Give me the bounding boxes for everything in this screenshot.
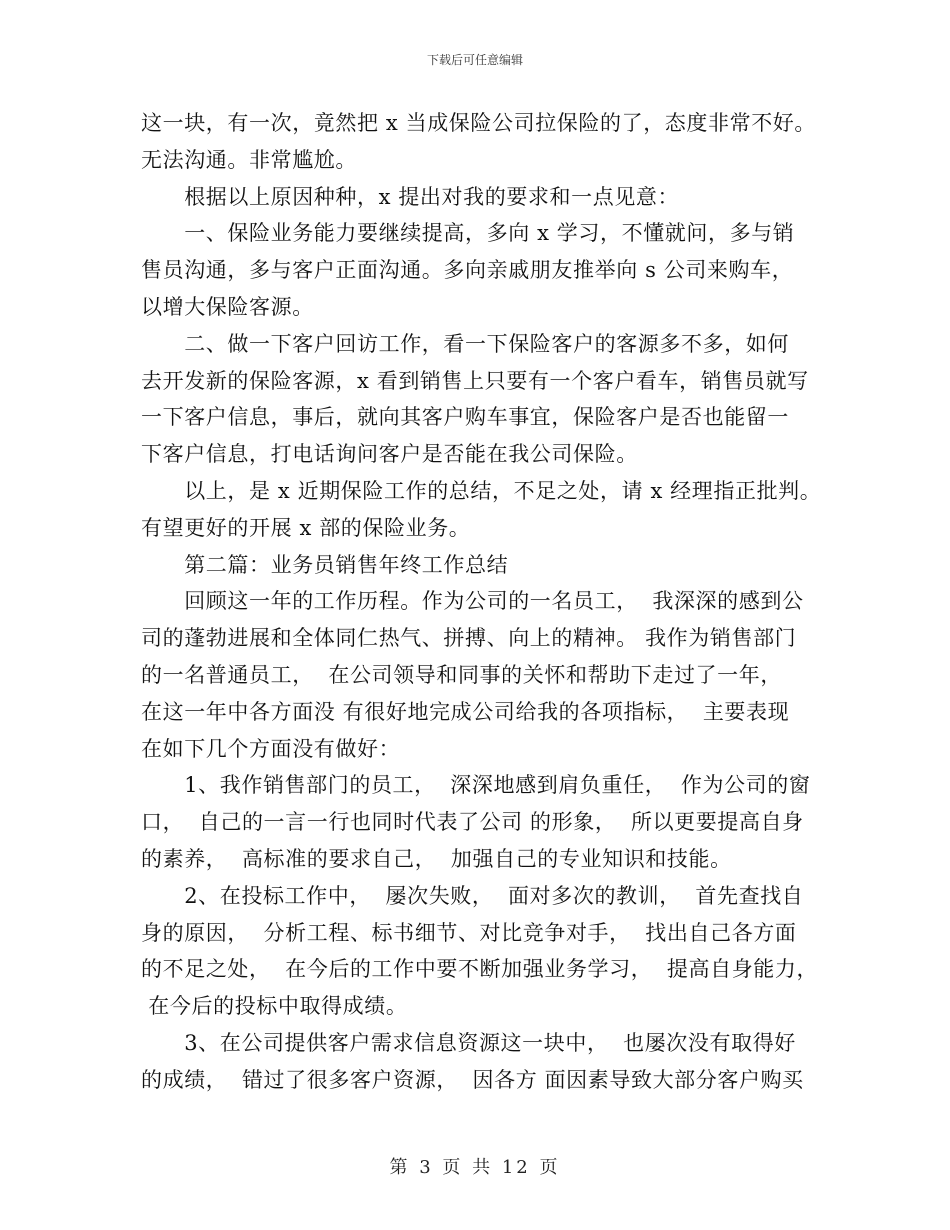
text-line: 一、保险业务能力要继续提高，多向 x 学习，不懂就问，多与销 <box>141 221 795 246</box>
page-number-footer: 第 3 页 共 12 页 <box>389 1157 561 1178</box>
text-line: 口， 自己的一言一行也同时代表了公司 的形象， 所以更要提高自身 <box>141 810 804 835</box>
text-line: 2、在投标工作中， 屡次失败， 面对多次的教训， 首先查找自 <box>141 883 804 908</box>
text-line: 售员沟通，多与客户正面沟通。多向亲戚朋友推举向 s 公司来购车， <box>141 258 794 283</box>
text-line: 以增大保险客源。 <box>141 294 314 319</box>
text-line: 二、做一下客户回访工作，看一下保险客户的客源多不多，如何 <box>141 331 789 356</box>
text-line: 无法沟通。非常尴尬。 <box>141 147 357 172</box>
text-line: 有望更好的开展 x 部的保险业务。 <box>141 515 471 540</box>
text-line: 一下客户信息，事后，就向其客户购车事宜，保险客户是否也能留一 <box>141 405 789 430</box>
text-line: 3、在公司提供客户需求信息资源这一块中， 也屡次没有取得好 <box>141 1030 796 1055</box>
page-header: 下载后可任意编辑 <box>426 53 523 67</box>
text-line: 根据以上原因种种，x 提出对我的要求和一点见意： <box>141 184 680 209</box>
text-line: 身的原因， 分析工程、标书细节、对比竞争对手， 找出自己各方面 <box>141 920 797 945</box>
text-line: 1、我作销售部门的员工， 深深地感到肩负重任， 作为公司的窗 <box>141 773 811 798</box>
section-heading: 第二篇：业务员销售年终工作总结 <box>141 552 509 577</box>
text-line: 的成绩， 错过了很多客户资源， 因各方 面因素导致大部分客户购买 <box>141 1067 804 1092</box>
document-body <box>141 105 822 1099</box>
text-line: 这一块，有一次，竟然把 x 当成保险公司拉保险的了，态度非常不好。 <box>141 111 816 135</box>
text-line: 司的蓬勃进展和全体同仁热气、拼搏、向上的精神。 我作为销售部门 <box>141 626 797 651</box>
text-line: 以上，是 x 近期保险工作的总结，不足之处，请 x 经理指正批判。 <box>141 478 822 503</box>
text-line: 的素养， 高标准的要求自己， 加强自己的专业知识和技能。 <box>141 846 732 871</box>
text-line: 在如下几个方面没有做好： <box>141 736 401 761</box>
text-line: 的不足之处， 在今后的工作中要不断加强业务学习， 提高自身能力， <box>141 957 819 982</box>
text-line: 下客户信息，打电话询问客户是否能在我公司保险。 <box>141 442 638 467</box>
text-line: 在这一年中各方面没 有很好地完成公司给我的各项指标， 主要表现 <box>141 699 790 724</box>
text-line: 的一名普通员工， 在公司领导和同事的关怀和帮助下走过了一年， <box>141 662 782 687</box>
text-line: 在今后的投标中取得成绩。 <box>141 994 408 1019</box>
text-line: 回顾这一年的工作历程。作为公司的一名员工， 我深深的感到公 <box>141 589 804 614</box>
text-line: 去开发新的保险客源，x 看到销售上只要有一个客户看车，销售员就写 <box>141 368 809 393</box>
